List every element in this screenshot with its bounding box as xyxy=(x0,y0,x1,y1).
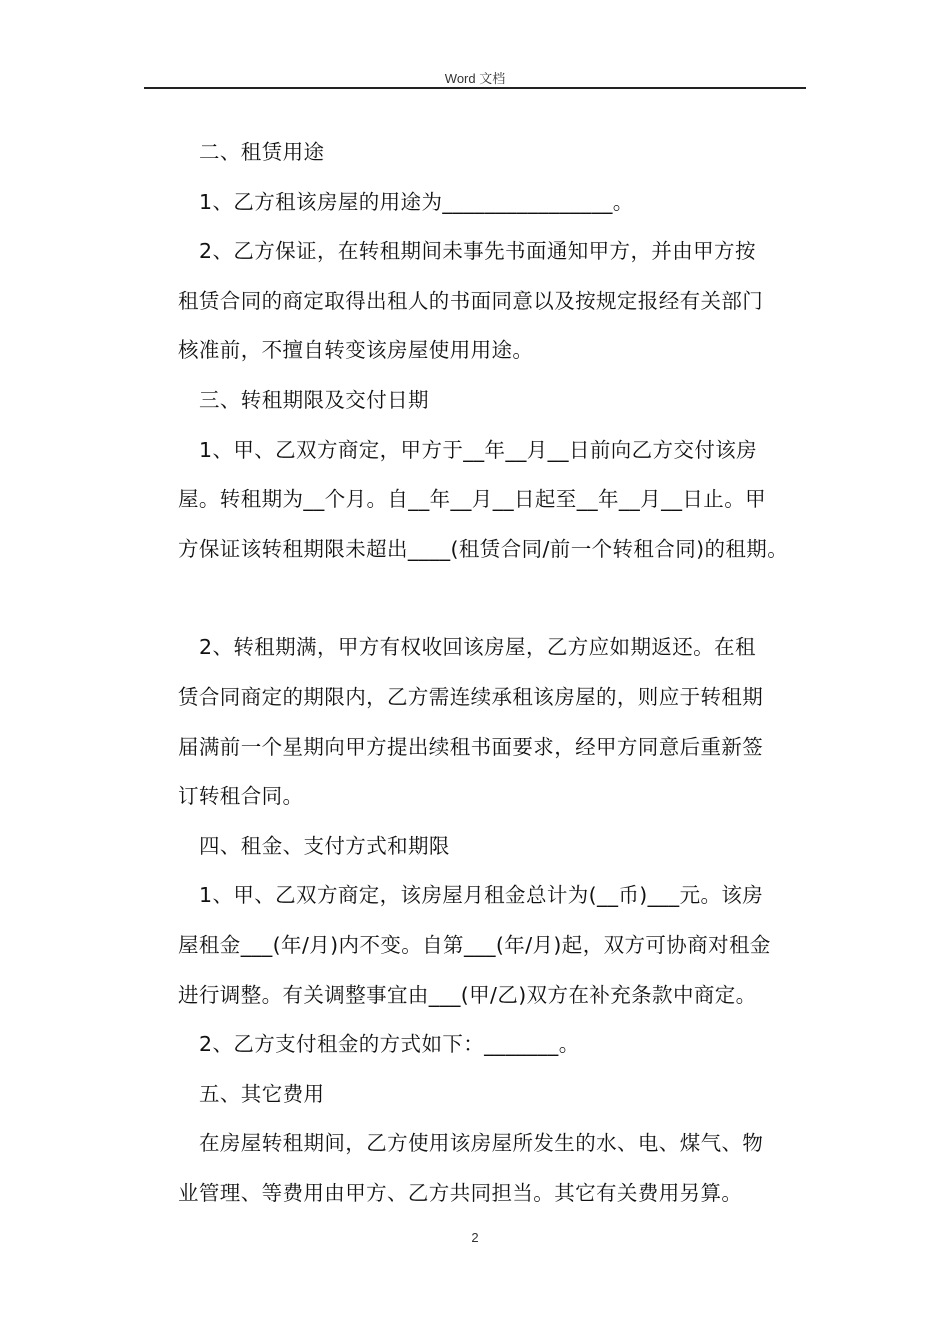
page-header-title: Word 文档 xyxy=(444,71,506,86)
clause-usage-guarantee xyxy=(178,227,818,376)
clause-other-fees xyxy=(178,1119,818,1218)
section-heading-usage: 二、租赁用途 xyxy=(199,140,325,164)
text-line: 方保证该转租期限未超出____(租赁合同/前一个转租合同)的租期。 xyxy=(178,536,789,561)
text-line: 订转租合同。 xyxy=(178,784,304,809)
paragraph-gap xyxy=(178,574,818,623)
text-line: 届满前一个星期向甲方提出续租书面要求，经甲方同意后重新签 xyxy=(178,734,764,759)
text-line: 租赁合同的商定取得出租人的书面同意以及按规定报经有关部门 xyxy=(178,288,764,313)
text-line: 进行调整。有关调整事宜由___(甲/乙)双方在补充条款中商定。 xyxy=(178,982,757,1007)
text-line: 1、甲、乙双方商定，甲方于__年__月__日前向乙方交付该房 xyxy=(199,437,758,462)
text-line: 核准前，不擅自转变该房屋使用用途。 xyxy=(178,338,534,363)
text-line: 屋租金___(年/月)内不变。自第___(年/月)起，双方可协商对租金 xyxy=(178,932,771,957)
text-line: 赁合同商定的期限内，乙方需连续承租该房屋的，则应于转租期 xyxy=(178,684,764,709)
clause-term-delivery xyxy=(178,426,818,575)
text-line: 业管理、等费用由甲方、乙方共同担当。其它有关费用另算。 xyxy=(178,1180,743,1205)
clause-rent-amount xyxy=(178,871,818,1020)
clause-term-expiry xyxy=(178,623,818,821)
text-line: 1、甲、乙双方商定，该房屋月租金总计为(__币)___元。该房 xyxy=(199,883,764,908)
section-heading-other-fees: 五、其它费用 xyxy=(199,1081,325,1106)
document-body xyxy=(178,128,818,1218)
section-heading-rent: 四、租金、支付方式和期限 xyxy=(199,833,450,858)
clause-rent-payment: 2、乙方支付租金的方式如下：_______。 xyxy=(199,1032,580,1057)
section-heading-term: 三、转租期限及交付日期 xyxy=(199,387,429,412)
text-line: 2、乙方保证，在转租期间未事先书面通知甲方，并由甲方按 xyxy=(199,239,756,264)
header-divider xyxy=(144,87,806,89)
text-line: 2、转租期满，甲方有权收回该房屋，乙方应如期返还。在租 xyxy=(199,635,756,660)
clause-usage-purpose: 1、乙方租该房屋的用途为________________。 xyxy=(199,189,634,214)
page-number: 2 xyxy=(471,1230,479,1245)
text-line: 屋。转租期为__个月。自__年__月__日起至__年__月__日止。甲 xyxy=(178,487,766,512)
text-line: 在房屋转租期间，乙方使用该房屋所发生的水、电、煤气、物 xyxy=(199,1131,764,1156)
